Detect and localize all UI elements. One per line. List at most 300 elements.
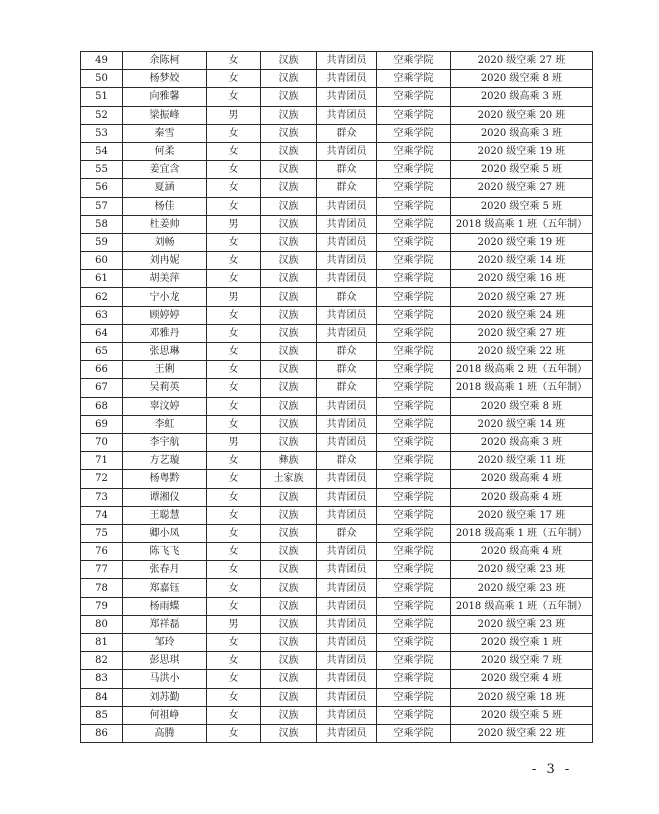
table-row — [81, 233, 593, 251]
row-number-cell: 64 — [81, 324, 123, 342]
political-status-cell: 共青团员 — [317, 397, 377, 415]
row-number-cell: 65 — [81, 343, 123, 361]
ethnicity-cell: 汉族 — [261, 597, 317, 615]
row-number-cell: 55 — [81, 161, 123, 179]
row-number-cell: 66 — [81, 361, 123, 379]
table-row — [81, 724, 593, 742]
gender-cell: 女 — [207, 561, 261, 579]
college-cell: 空乘学院 — [377, 397, 451, 415]
class-cell: 2020 级空乘 27 班 — [451, 179, 593, 197]
political-status-cell: 共青团员 — [317, 688, 377, 706]
name-cell: 彭思琪 — [123, 652, 207, 670]
class-cell: 2020 级高乘 4 班 — [451, 543, 593, 561]
row-number-cell: 61 — [81, 270, 123, 288]
row-number-cell: 59 — [81, 233, 123, 251]
table-row — [81, 361, 593, 379]
row-number-cell: 83 — [81, 670, 123, 688]
name-cell: 郑祥磊 — [123, 615, 207, 633]
gender-cell: 女 — [207, 670, 261, 688]
ethnicity-cell: 汉族 — [261, 70, 317, 88]
name-cell: 吴莉英 — [123, 379, 207, 397]
political-status-cell: 共青团员 — [317, 488, 377, 506]
class-cell: 2020 级空乘 7 班 — [451, 652, 593, 670]
class-cell: 2020 级空乘 27 班 — [451, 288, 593, 306]
college-cell: 空乘学院 — [377, 106, 451, 124]
row-number-cell: 81 — [81, 634, 123, 652]
class-cell: 2020 级高乘 4 班 — [451, 470, 593, 488]
ethnicity-cell: 汉族 — [261, 524, 317, 542]
table-row — [81, 343, 593, 361]
political-status-cell: 共青团员 — [317, 324, 377, 342]
class-cell: 2020 级空乘 1 班 — [451, 634, 593, 652]
row-number-cell: 77 — [81, 561, 123, 579]
class-cell: 2020 级空乘 8 班 — [451, 397, 593, 415]
gender-cell: 女 — [207, 524, 261, 542]
table-row — [81, 124, 593, 142]
row-number-cell: 60 — [81, 252, 123, 270]
table-row — [81, 433, 593, 451]
ethnicity-cell: 汉族 — [261, 561, 317, 579]
row-number-cell: 57 — [81, 197, 123, 215]
ethnicity-cell: 汉族 — [261, 142, 317, 160]
row-number-cell: 62 — [81, 288, 123, 306]
row-number-cell: 69 — [81, 415, 123, 433]
ethnicity-cell: 土家族 — [261, 470, 317, 488]
class-cell: 2020 级空乘 14 班 — [451, 415, 593, 433]
political-status-cell: 共青团员 — [317, 670, 377, 688]
table-row — [81, 597, 593, 615]
college-cell: 空乘学院 — [377, 615, 451, 633]
name-cell: 张思琳 — [123, 343, 207, 361]
ethnicity-cell: 汉族 — [261, 670, 317, 688]
name-cell: 李虹 — [123, 415, 207, 433]
class-cell: 2020 级空乘 8 班 — [451, 70, 593, 88]
class-cell: 2020 级空乘 4 班 — [451, 670, 593, 688]
class-cell: 2020 级空乘 16 班 — [451, 270, 593, 288]
gender-cell: 女 — [207, 470, 261, 488]
gender-cell: 女 — [207, 706, 261, 724]
name-cell: 高腾 — [123, 724, 207, 742]
table-row — [81, 70, 593, 88]
name-cell: 刘畅 — [123, 233, 207, 251]
ethnicity-cell: 汉族 — [261, 124, 317, 142]
college-cell: 空乘学院 — [377, 506, 451, 524]
name-cell: 郑嘉钰 — [123, 579, 207, 597]
ethnicity-cell: 汉族 — [261, 306, 317, 324]
ethnicity-cell: 汉族 — [261, 88, 317, 106]
ethnicity-cell: 汉族 — [261, 379, 317, 397]
college-cell: 空乘学院 — [377, 88, 451, 106]
ethnicity-cell: 汉族 — [261, 233, 317, 251]
political-status-cell: 共青团员 — [317, 215, 377, 233]
row-number-cell: 73 — [81, 488, 123, 506]
table-row — [81, 324, 593, 342]
row-number-cell: 82 — [81, 652, 123, 670]
college-cell: 空乘学院 — [377, 270, 451, 288]
name-cell: 邹玲 — [123, 634, 207, 652]
ethnicity-cell: 汉族 — [261, 179, 317, 197]
table-row — [81, 561, 593, 579]
political-status-cell: 共青团员 — [317, 579, 377, 597]
class-cell: 2018 级高乘 1 班（五年制） — [451, 597, 593, 615]
political-status-cell: 共青团员 — [317, 561, 377, 579]
political-status-cell: 共青团员 — [317, 706, 377, 724]
class-cell: 2020 级空乘 23 班 — [451, 579, 593, 597]
class-cell: 2020 级空乘 22 班 — [451, 343, 593, 361]
row-number-cell: 80 — [81, 615, 123, 633]
political-status-cell: 共青团员 — [317, 724, 377, 742]
name-cell: 夏涵 — [123, 179, 207, 197]
table-row — [81, 543, 593, 561]
row-number-cell: 71 — [81, 452, 123, 470]
gender-cell: 女 — [207, 506, 261, 524]
ethnicity-cell: 汉族 — [261, 724, 317, 742]
row-number-cell: 51 — [81, 88, 123, 106]
ethnicity-cell: 汉族 — [261, 415, 317, 433]
college-cell: 空乘学院 — [377, 488, 451, 506]
table-row — [81, 652, 593, 670]
political-status-cell: 共青团员 — [317, 52, 377, 70]
ethnicity-cell: 彝族 — [261, 452, 317, 470]
gender-cell: 女 — [207, 270, 261, 288]
college-cell: 空乘学院 — [377, 452, 451, 470]
ethnicity-cell: 汉族 — [261, 615, 317, 633]
ethnicity-cell: 汉族 — [261, 215, 317, 233]
name-cell: 姜宜含 — [123, 161, 207, 179]
college-cell: 空乘学院 — [377, 597, 451, 615]
college-cell: 空乘学院 — [377, 215, 451, 233]
name-cell: 辜汶婷 — [123, 397, 207, 415]
gender-cell: 男 — [207, 106, 261, 124]
table-row — [81, 488, 593, 506]
college-cell: 空乘学院 — [377, 543, 451, 561]
political-status-cell: 共青团员 — [317, 543, 377, 561]
ethnicity-cell: 汉族 — [261, 506, 317, 524]
class-cell: 2020 级空乘 20 班 — [451, 106, 593, 124]
political-status-cell: 共青团员 — [317, 415, 377, 433]
college-cell: 空乘学院 — [377, 70, 451, 88]
name-cell: 刘苏勤 — [123, 688, 207, 706]
row-number-cell: 49 — [81, 52, 123, 70]
ethnicity-cell: 汉族 — [261, 397, 317, 415]
name-cell: 杨梦姣 — [123, 70, 207, 88]
name-cell: 杜姜帅 — [123, 215, 207, 233]
ethnicity-cell: 汉族 — [261, 288, 317, 306]
ethnicity-cell: 汉族 — [261, 543, 317, 561]
college-cell: 空乘学院 — [377, 670, 451, 688]
class-cell: 2020 级空乘 5 班 — [451, 197, 593, 215]
class-cell: 2020 级高乘 3 班 — [451, 88, 593, 106]
class-cell: 2020 级空乘 27 班 — [451, 52, 593, 70]
table-row — [81, 270, 593, 288]
political-status-cell: 共青团员 — [317, 634, 377, 652]
ethnicity-cell: 汉族 — [261, 361, 317, 379]
college-cell: 空乘学院 — [377, 706, 451, 724]
college-cell: 空乘学院 — [377, 324, 451, 342]
college-cell: 空乘学院 — [377, 252, 451, 270]
class-cell: 2020 级高乘 3 班 — [451, 124, 593, 142]
gender-cell: 女 — [207, 343, 261, 361]
political-status-cell: 共青团员 — [317, 470, 377, 488]
college-cell: 空乘学院 — [377, 161, 451, 179]
table-row — [81, 452, 593, 470]
name-cell: 胡美萍 — [123, 270, 207, 288]
table-row — [81, 397, 593, 415]
gender-cell: 女 — [207, 597, 261, 615]
table-row — [81, 670, 593, 688]
row-number-cell: 74 — [81, 506, 123, 524]
gender-cell: 女 — [207, 324, 261, 342]
name-cell: 方艺璇 — [123, 452, 207, 470]
political-status-cell: 群众 — [317, 452, 377, 470]
ethnicity-cell: 汉族 — [261, 106, 317, 124]
name-cell: 向雅馨 — [123, 88, 207, 106]
gender-cell: 女 — [207, 70, 261, 88]
political-status-cell: 共青团员 — [317, 652, 377, 670]
gender-cell: 女 — [207, 233, 261, 251]
table-row — [81, 52, 593, 70]
class-cell: 2018 级高乘 1 班（五年制） — [451, 215, 593, 233]
political-status-cell: 群众 — [317, 379, 377, 397]
name-cell: 秦雪 — [123, 124, 207, 142]
class-cell: 2018 级高乘 2 班（五年制） — [451, 361, 593, 379]
row-number-cell: 76 — [81, 543, 123, 561]
college-cell: 空乘学院 — [377, 688, 451, 706]
gender-cell: 女 — [207, 579, 261, 597]
row-number-cell: 58 — [81, 215, 123, 233]
name-cell: 张春月 — [123, 561, 207, 579]
row-number-cell: 56 — [81, 179, 123, 197]
political-status-cell: 群众 — [317, 124, 377, 142]
name-cell: 何柔 — [123, 142, 207, 160]
ethnicity-cell: 汉族 — [261, 652, 317, 670]
political-status-cell: 共青团员 — [317, 106, 377, 124]
name-cell: 谭湘仪 — [123, 488, 207, 506]
college-cell: 空乘学院 — [377, 634, 451, 652]
college-cell: 空乘学院 — [377, 579, 451, 597]
college-cell: 空乘学院 — [377, 124, 451, 142]
table-row — [81, 415, 593, 433]
table-row — [81, 142, 593, 160]
gender-cell: 女 — [207, 688, 261, 706]
college-cell: 空乘学院 — [377, 343, 451, 361]
political-status-cell: 共青团员 — [317, 233, 377, 251]
roster-body — [81, 52, 593, 743]
gender-cell: 女 — [207, 452, 261, 470]
table-row — [81, 106, 593, 124]
political-status-cell: 共青团员 — [317, 306, 377, 324]
row-number-cell: 67 — [81, 379, 123, 397]
table-row — [81, 379, 593, 397]
ethnicity-cell: 汉族 — [261, 270, 317, 288]
name-cell: 王聪慧 — [123, 506, 207, 524]
gender-cell: 女 — [207, 161, 261, 179]
ethnicity-cell: 汉族 — [261, 343, 317, 361]
row-number-cell: 52 — [81, 106, 123, 124]
ethnicity-cell: 汉族 — [261, 252, 317, 270]
gender-cell: 女 — [207, 724, 261, 742]
gender-cell: 女 — [207, 415, 261, 433]
political-status-cell: 群众 — [317, 161, 377, 179]
name-cell: 余陈柯 — [123, 52, 207, 70]
political-status-cell: 共青团员 — [317, 197, 377, 215]
class-cell: 2020 级空乘 17 班 — [451, 506, 593, 524]
name-cell: 邓雅丹 — [123, 324, 207, 342]
name-cell: 梁振峰 — [123, 106, 207, 124]
row-number-cell: 86 — [81, 724, 123, 742]
name-cell: 陈飞飞 — [123, 543, 207, 561]
table-row — [81, 306, 593, 324]
name-cell: 王俐 — [123, 361, 207, 379]
table-row — [81, 197, 593, 215]
political-status-cell: 共青团员 — [317, 506, 377, 524]
college-cell: 空乘学院 — [377, 52, 451, 70]
gender-cell: 女 — [207, 543, 261, 561]
political-status-cell: 共青团员 — [317, 70, 377, 88]
college-cell: 空乘学院 — [377, 288, 451, 306]
class-cell: 2020 级空乘 23 班 — [451, 561, 593, 579]
table-row — [81, 634, 593, 652]
class-cell: 2020 级空乘 5 班 — [451, 161, 593, 179]
political-status-cell: 群众 — [317, 179, 377, 197]
name-cell: 杨粤黔 — [123, 470, 207, 488]
row-number-cell: 75 — [81, 524, 123, 542]
class-cell: 2020 级空乘 5 班 — [451, 706, 593, 724]
class-cell: 2020 级高乘 4 班 — [451, 488, 593, 506]
college-cell: 空乘学院 — [377, 561, 451, 579]
ethnicity-cell: 汉族 — [261, 52, 317, 70]
ethnicity-cell: 汉族 — [261, 161, 317, 179]
name-cell: 杨雨蝶 — [123, 597, 207, 615]
political-status-cell: 群众 — [317, 361, 377, 379]
gender-cell: 女 — [207, 252, 261, 270]
gender-cell: 女 — [207, 652, 261, 670]
gender-cell: 女 — [207, 197, 261, 215]
table-row — [81, 215, 593, 233]
row-number-cell: 72 — [81, 470, 123, 488]
gender-cell: 女 — [207, 142, 261, 160]
class-cell: 2020 级空乘 19 班 — [451, 233, 593, 251]
row-number-cell: 70 — [81, 433, 123, 451]
table-row — [81, 579, 593, 597]
college-cell: 空乘学院 — [377, 724, 451, 742]
gender-cell: 男 — [207, 433, 261, 451]
college-cell: 空乘学院 — [377, 470, 451, 488]
gender-cell: 男 — [207, 288, 261, 306]
ethnicity-cell: 汉族 — [261, 197, 317, 215]
college-cell: 空乘学院 — [377, 379, 451, 397]
table-row — [81, 615, 593, 633]
college-cell: 空乘学院 — [377, 524, 451, 542]
political-status-cell: 群众 — [317, 524, 377, 542]
ethnicity-cell: 汉族 — [261, 488, 317, 506]
political-status-cell: 群众 — [317, 288, 377, 306]
college-cell: 空乘学院 — [377, 306, 451, 324]
gender-cell: 男 — [207, 215, 261, 233]
class-cell: 2020 级空乘 19 班 — [451, 142, 593, 160]
row-number-cell: 63 — [81, 306, 123, 324]
table-row — [81, 506, 593, 524]
political-status-cell: 共青团员 — [317, 252, 377, 270]
ethnicity-cell: 汉族 — [261, 706, 317, 724]
table-row — [81, 470, 593, 488]
gender-cell: 女 — [207, 379, 261, 397]
row-number-cell: 54 — [81, 142, 123, 160]
name-cell: 李宇航 — [123, 433, 207, 451]
table-row — [81, 88, 593, 106]
name-cell: 杨佳 — [123, 197, 207, 215]
ethnicity-cell: 汉族 — [261, 433, 317, 451]
gender-cell: 女 — [207, 488, 261, 506]
college-cell: 空乘学院 — [377, 197, 451, 215]
ethnicity-cell: 汉族 — [261, 634, 317, 652]
political-status-cell: 共青团员 — [317, 615, 377, 633]
college-cell: 空乘学院 — [377, 652, 451, 670]
table-row — [81, 688, 593, 706]
college-cell: 空乘学院 — [377, 433, 451, 451]
ethnicity-cell: 汉族 — [261, 324, 317, 342]
gender-cell: 女 — [207, 397, 261, 415]
political-status-cell: 共青团员 — [317, 88, 377, 106]
college-cell: 空乘学院 — [377, 415, 451, 433]
row-number-cell: 84 — [81, 688, 123, 706]
political-status-cell: 共青团员 — [317, 142, 377, 160]
row-number-cell: 50 — [81, 70, 123, 88]
gender-cell: 女 — [207, 306, 261, 324]
political-status-cell: 共青团员 — [317, 597, 377, 615]
row-number-cell: 78 — [81, 579, 123, 597]
gender-cell: 女 — [207, 124, 261, 142]
gender-cell: 女 — [207, 88, 261, 106]
name-cell: 宁小龙 — [123, 288, 207, 306]
ethnicity-cell: 汉族 — [261, 579, 317, 597]
class-cell: 2020 级空乘 18 班 — [451, 688, 593, 706]
page-number: - 3 - — [532, 762, 573, 777]
name-cell: 刘冉妮 — [123, 252, 207, 270]
row-number-cell: 79 — [81, 597, 123, 615]
table-row — [81, 524, 593, 542]
class-cell: 2020 级空乘 14 班 — [451, 252, 593, 270]
political-status-cell: 共青团员 — [317, 270, 377, 288]
class-cell: 2018 级高乘 1 班（五年制） — [451, 524, 593, 542]
class-cell: 2020 级空乘 27 班 — [451, 324, 593, 342]
class-cell: 2018 级高乘 1 班（五年制） — [451, 379, 593, 397]
political-status-cell: 共青团员 — [317, 433, 377, 451]
ethnicity-cell: 汉族 — [261, 688, 317, 706]
name-cell: 马洪小 — [123, 670, 207, 688]
table-row — [81, 179, 593, 197]
row-number-cell: 85 — [81, 706, 123, 724]
table-row — [81, 706, 593, 724]
gender-cell: 女 — [207, 179, 261, 197]
name-cell: 顾婷婷 — [123, 306, 207, 324]
class-cell: 2020 级空乘 24 班 — [451, 306, 593, 324]
table-row — [81, 161, 593, 179]
gender-cell: 女 — [207, 52, 261, 70]
college-cell: 空乘学院 — [377, 142, 451, 160]
name-cell: 何祖峥 — [123, 706, 207, 724]
name-cell: 卿小凤 — [123, 524, 207, 542]
student-roster-table — [80, 51, 593, 743]
political-status-cell: 群众 — [317, 343, 377, 361]
class-cell: 2020 级高乘 3 班 — [451, 433, 593, 451]
class-cell: 2020 级空乘 23 班 — [451, 615, 593, 633]
class-cell: 2020 级空乘 22 班 — [451, 724, 593, 742]
gender-cell: 男 — [207, 615, 261, 633]
gender-cell: 女 — [207, 361, 261, 379]
table-row — [81, 252, 593, 270]
class-cell: 2020 级空乘 11 班 — [451, 452, 593, 470]
